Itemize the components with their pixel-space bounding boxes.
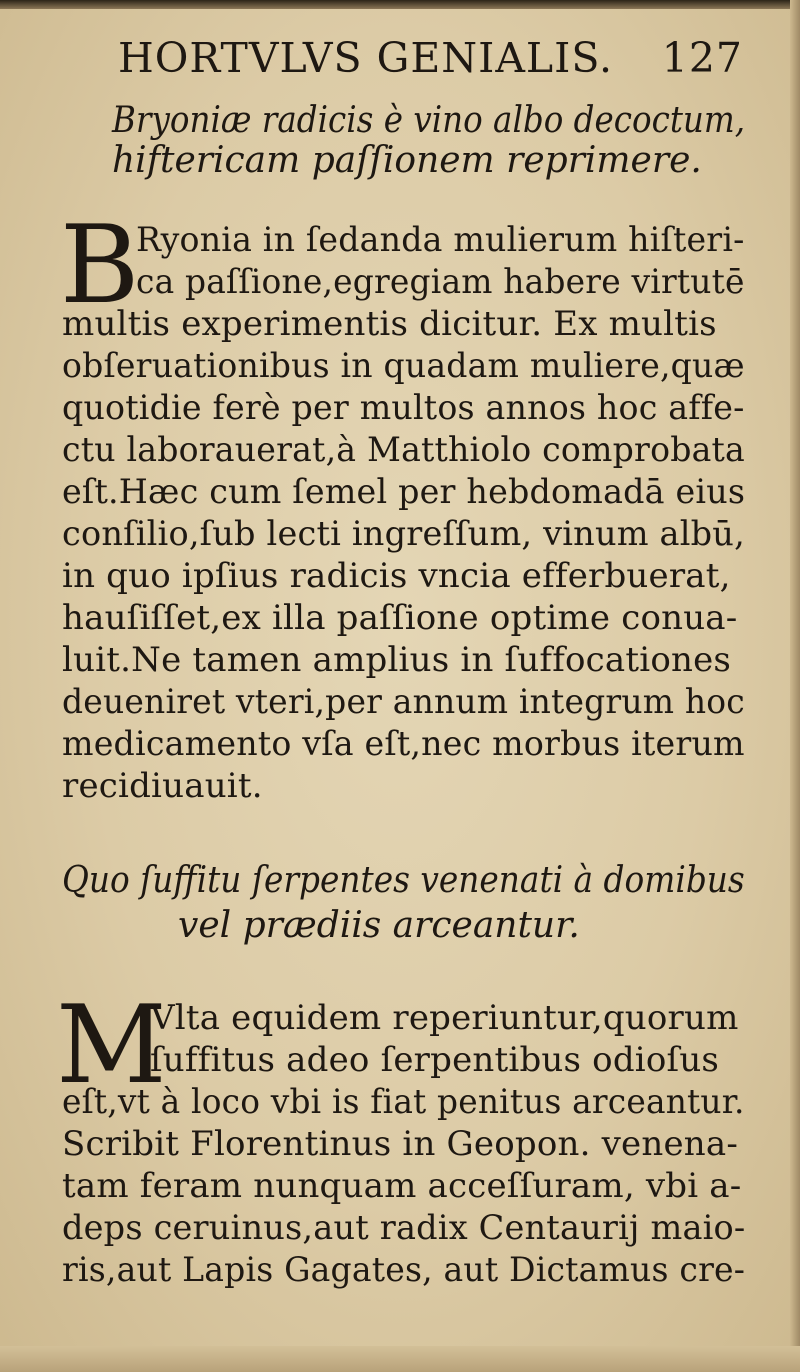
text-line: quotidie ferè per multos annos hoc affe- [62, 388, 745, 428]
text-line: deps ceruinus,aut radix Centaurij maio- [62, 1208, 746, 1248]
drop-cap-b: B [60, 203, 140, 328]
text-line: conſilio,ſub lecti ingreſſum, vinum albū, [62, 514, 745, 554]
text-line: eſt.Hæc cum ſemel per hebdomadā eius [62, 472, 746, 512]
page-top-edge [0, 0, 800, 9]
drop-cap-m: M [56, 983, 167, 1108]
text-line: hauſiſſet,ex illa paſſione optime conua- [62, 598, 738, 638]
text-line: luit.Ne tamen amplius in ſuffocationes [62, 640, 732, 680]
running-title: HORTVLVS GENIALIS. [118, 34, 614, 82]
text-line: ſuffitus adeo ſerpentibus odioſus [150, 1040, 720, 1080]
section2-heading-line-2: vel prædiis arceantur. [178, 905, 580, 946]
text-line: Scribit Florentinus in Geopon. venena- [62, 1124, 739, 1164]
page-right-edge [790, 0, 800, 1372]
section1-heading-line-2: hiftericam paſſionem reprimere. [112, 140, 702, 181]
text-line: deueniret vteri,per annum integrum hoc [62, 682, 745, 722]
text-line: Vlta equidem reperiuntur,quorum [150, 998, 739, 1038]
text-line: in quo ipſius radicis vncia efferbuerat, [62, 556, 731, 596]
text-line: ctu laborauerat,à Matthiolo comprobata [62, 430, 745, 470]
text-line: multis experimentis dicitur. Ex multis [62, 304, 717, 344]
text-line: ris,aut Lapis Gagates, aut Dictamus cre- [62, 1250, 746, 1290]
text-line: medicamento vſa eſt,nec morbus iterum [62, 724, 745, 764]
text-line: recidiuauit. [62, 766, 263, 806]
text-line: tam feram nunquam acceſſuram, vbi a- [62, 1166, 742, 1206]
page-bottom-edge [0, 1346, 800, 1372]
text-line: Ryonia in ſedanda mulierum hiſteri- [136, 220, 745, 260]
section1-heading-line-1: Bryoniæ radicis è vino albo decoctum, [112, 100, 746, 141]
text-line: eſt,vt à loco vbi is fiat penitus arceantur. [62, 1082, 745, 1122]
running-header [118, 28, 743, 88]
section2-heading-line-1: Quo ſuffitu ſerpentes venenati à domibus [62, 860, 745, 901]
text-line: ca paſſione,egregiam habere virtutē [136, 262, 745, 302]
page-number: 127 [661, 34, 743, 82]
text-line: obſeruationibus in quadam muliere,quæ [62, 346, 745, 386]
